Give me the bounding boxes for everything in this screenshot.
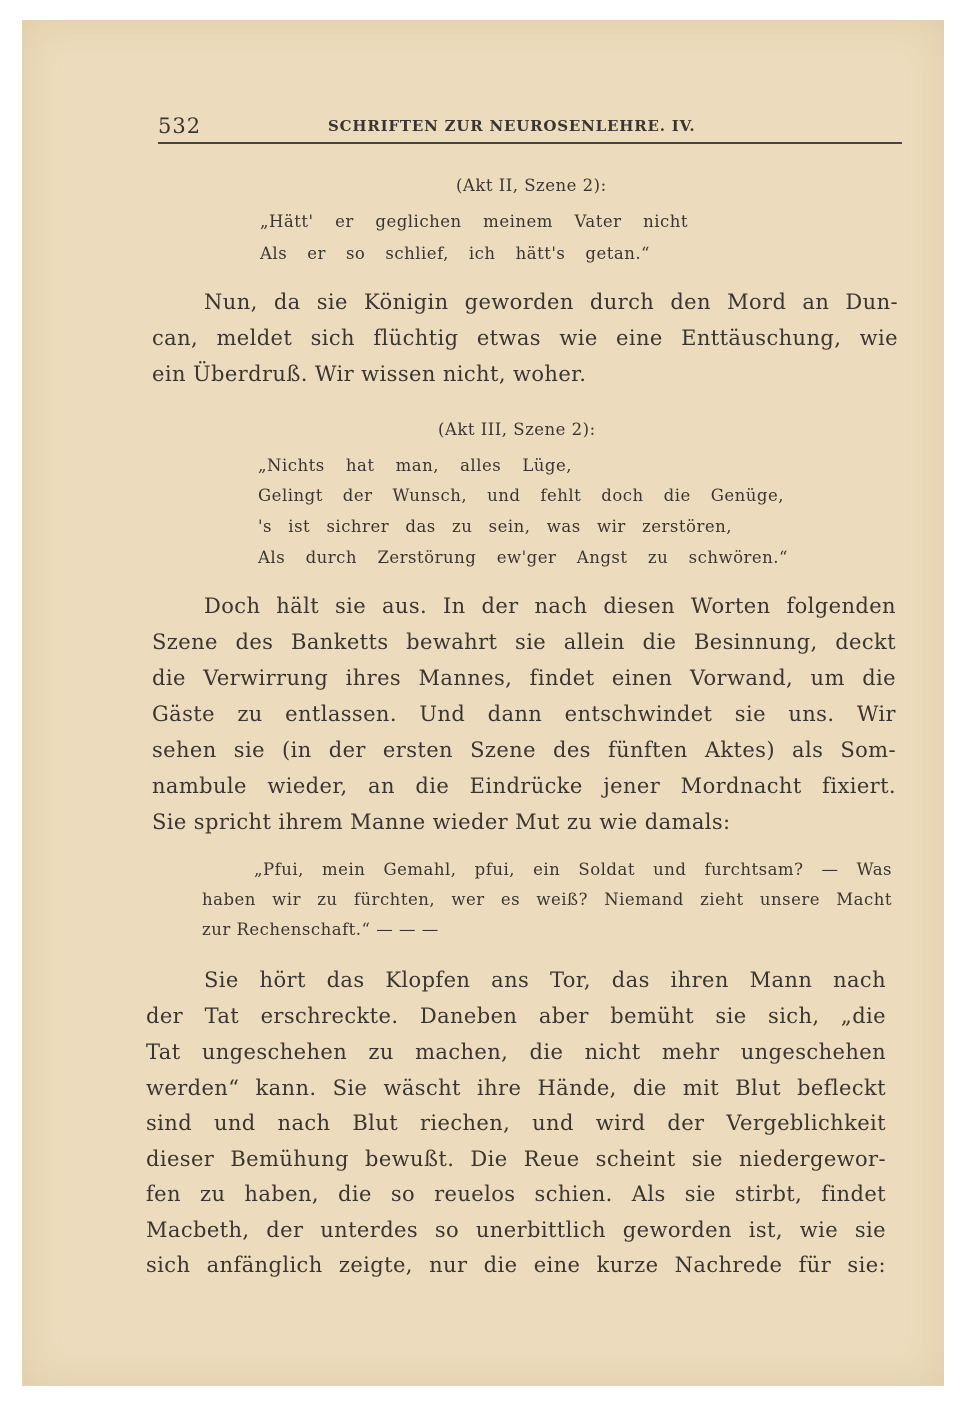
text-line: die Verwirrung ihres Mannes, findet einen Vorwand, um die [152,666,896,690]
verse-line: 's ist sichrer das zu sein, was wir zerstören, [258,517,732,536]
verse-line: „Nichts hat man, alles Lüge, [258,456,572,475]
quote-line: „Pfui, mein Gemahl, pfui, ein Soldat und furchtsam? — Was [254,860,892,879]
quote-line: zur Rechenschaft.“ — — — [202,920,439,939]
text-line: Gäste zu entlassen. Und dann entschwindet sie uns. Wir [152,702,896,726]
quote-line: haben wir zu fürchten, wer es weiß? Niemand zieht unsere Macht [202,890,892,909]
text-line: Doch hält sie aus. In der nach diesen Worten folgenden [204,594,896,618]
text-line: der Tat erschreckte. Daneben aber bemüht sie sich, „die [146,1004,886,1028]
text-line: sich anfänglich zeigte, nur die eine kurze Nachrede für sie: [146,1253,886,1277]
text-line: werden“ kann. Sie wäscht ihre Hände, die mit Blut befleckt [146,1076,886,1100]
text-line: Nun, da sie Königin geworden durch den Mord an Dun- [204,290,898,314]
text-line: Sie spricht ihrem Manne wieder Mut zu wie damals: [152,810,731,834]
text-line: can, meldet sich flüchtig etwas wie eine Enttäuschung, wie [152,326,898,350]
verse-line: Gelingt der Wunsch, und fehlt doch die Genüge, [258,486,784,505]
text-line: sind und nach Blut riechen, und wird der Vergeblichkeit [146,1111,886,1135]
text-line: fen zu haben, die so reuelos schien. Als sie stirbt, findet [146,1182,886,1206]
running-title: SCHRIFTEN ZUR NEUROSENLEHRE. IV. [328,117,696,135]
quote-reference: (Akt III, Szene 2): [438,420,596,439]
verse-line: Als er so schlief, ich hätt's getan.“ [260,244,650,263]
quote-reference: (Akt II, Szene 2): [456,176,607,195]
text-line: sehen sie (in der ersten Szene des fünften Aktes) als Som- [152,738,896,762]
verse-line: „Hätt' er geglichen meinem Vater nicht [260,212,688,231]
text-line: ein Überdruß. Wir wissen nicht, woher. [152,362,587,386]
text-line: dieser Bemühung bewußt. Die Reue scheint sie niedergewor- [146,1147,886,1171]
text-line: nambule wieder, an die Eindrücke jener Mordnacht fixiert. [152,774,896,798]
text-line: Szene des Banketts bewahrt sie allein die Besinnung, deckt [152,630,896,654]
verse-line: Als durch Zerstörung ew'ger Angst zu schwören.“ [258,548,788,567]
quote-act2 [22,20,944,280]
book-page [22,20,944,1386]
page-number: 532 [158,114,202,138]
text-line: Macbeth, der unterdes so unerbittlich geworden ist, wie sie [146,1218,886,1242]
text-line: Sie hört das Klopfen ans Tor, das ihren Mann nach [204,968,886,992]
text-line: Tat ungeschehen zu machen, die nicht mehr ungeschehen [146,1040,886,1064]
